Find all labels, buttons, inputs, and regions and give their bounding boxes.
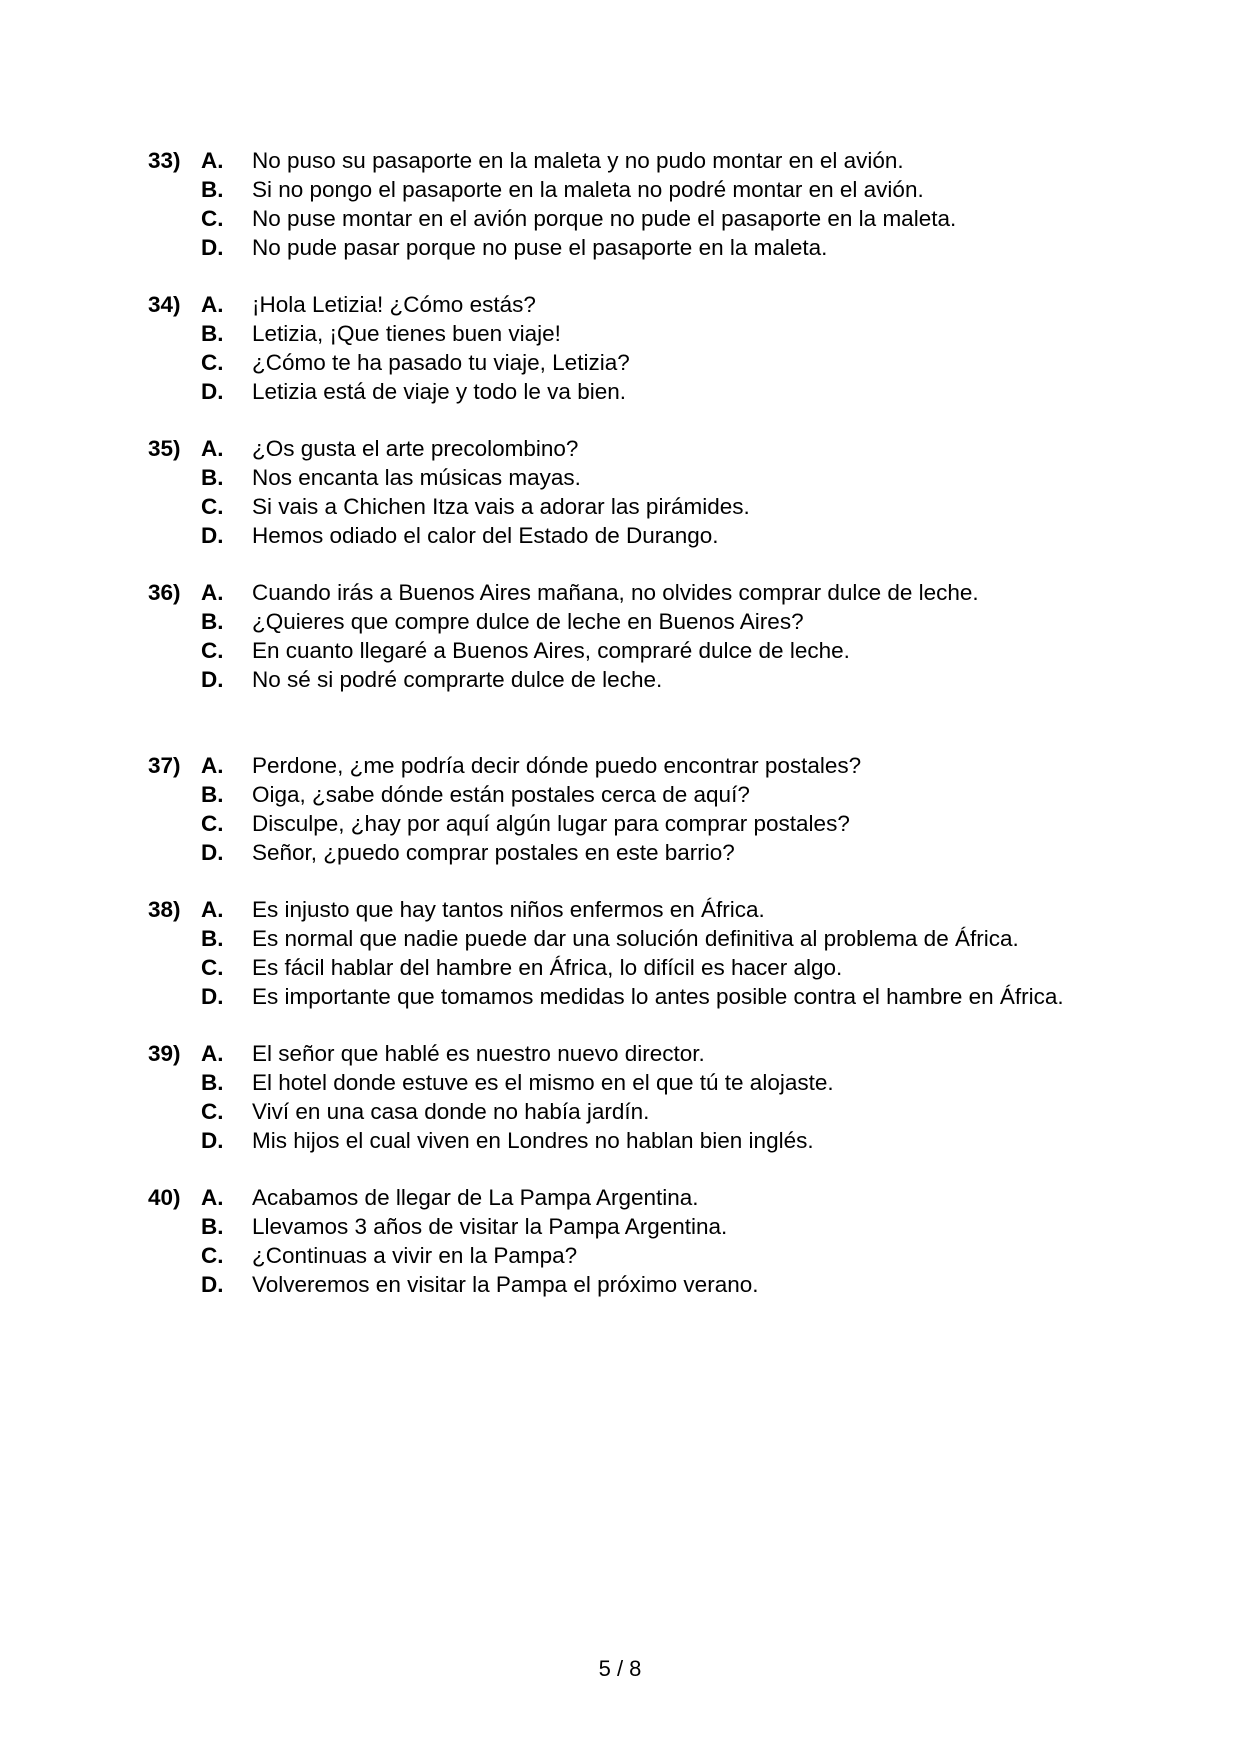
- option-text: Perdone, ¿me podría decir dónde puedo encontrar postales?: [252, 753, 862, 778]
- option-text: Es normal que nadie puede dar una solución definitiva al problema de África.: [252, 926, 1019, 951]
- option-text: En cuanto llegaré a Buenos Aires, compraré dulce de leche.: [252, 638, 850, 663]
- question-number: 40): [148, 1185, 181, 1210]
- option-text: ¿Cómo te ha pasado tu viaje, Letizia?: [252, 350, 630, 375]
- question-number: 33): [148, 148, 181, 173]
- question-39: [148, 1039, 1048, 1155]
- option-text: Acabamos de llegar de La Pampa Argentina.: [252, 1185, 699, 1210]
- option-text: ¿Os gusta el arte precolombino?: [252, 436, 579, 461]
- option-text: Mis hijos el cual viven en Londres no hablan bien inglés.: [252, 1128, 814, 1153]
- option-letter: A.: [201, 436, 224, 461]
- option-letter: D.: [201, 1128, 224, 1153]
- option-38-a: [148, 895, 1048, 924]
- option-letter: A.: [201, 148, 224, 173]
- option-text: No puso su pasaporte en la maleta y no pudo montar en el avión.: [252, 148, 904, 173]
- option-text: El señor que hablé es nuestro nuevo director.: [252, 1041, 705, 1066]
- option-text: Letizia está de viaje y todo le va bien.: [252, 379, 626, 404]
- option-34-b: [148, 319, 1048, 348]
- option-33-d: [148, 233, 1048, 262]
- question-38: [148, 895, 1064, 1011]
- option-letter: D.: [201, 984, 224, 1009]
- option-text: Si vais a Chichen Itza vais a adorar las pirámides.: [252, 494, 750, 519]
- option-letter: C.: [201, 206, 224, 231]
- option-letter: B.: [201, 1214, 224, 1239]
- question-number: 38): [148, 897, 181, 922]
- option-text: No pude pasar porque no puse el pasaporte en la maleta.: [252, 235, 828, 260]
- option-33-a: [148, 146, 1048, 175]
- option-37-b: [148, 780, 1048, 809]
- question-36: [148, 578, 1048, 694]
- option-letter: B.: [201, 1070, 224, 1095]
- option-40-d: [148, 1270, 1048, 1299]
- option-39-a: [148, 1039, 1048, 1068]
- option-38-d: [148, 982, 1064, 1011]
- option-33-c: [148, 204, 1048, 233]
- option-letter: A.: [201, 292, 224, 317]
- option-letter: A.: [201, 580, 224, 605]
- option-39-c: [148, 1097, 1048, 1126]
- option-text: Nos encanta las músicas mayas.: [252, 465, 581, 490]
- option-text: Letizia, ¡Que tienes buen viaje!: [252, 321, 561, 346]
- option-letter: B.: [201, 321, 224, 346]
- option-letter: B.: [201, 782, 224, 807]
- option-39-b: [148, 1068, 1048, 1097]
- option-letter: C.: [201, 350, 224, 375]
- option-37-d: [148, 838, 1048, 867]
- option-38-b: [148, 924, 1048, 953]
- option-35-d: [148, 521, 1048, 550]
- option-text: Cuando irás a Buenos Aires mañana, no olvides comprar dulce de leche.: [252, 580, 979, 605]
- option-text: El hotel donde estuve es el mismo en el que tú te alojaste.: [252, 1070, 834, 1095]
- option-35-a: [148, 434, 1048, 463]
- option-34-c: [148, 348, 1048, 377]
- option-40-a: [148, 1183, 1048, 1212]
- option-letter: A.: [201, 1041, 224, 1066]
- question-40: [148, 1183, 1048, 1299]
- page-number: 5 / 8: [598, 1656, 642, 1681]
- option-letter: D.: [201, 840, 224, 865]
- option-letter: B.: [201, 465, 224, 490]
- option-37-c: [148, 809, 1048, 838]
- option-text: Disculpe, ¿hay por aquí algún lugar para comprar postales?: [252, 811, 850, 836]
- option-36-a: [148, 578, 1048, 607]
- option-text: Llevamos 3 años de visitar la Pampa Argentina.: [252, 1214, 728, 1239]
- option-text: ¿Continuas a vivir en la Pampa?: [252, 1243, 578, 1268]
- question-33: [148, 146, 1048, 262]
- option-text: Hemos odiado el calor del Estado de Durango.: [252, 523, 719, 548]
- option-letter: D.: [201, 379, 224, 404]
- option-letter: D.: [201, 1272, 224, 1297]
- question-34: [148, 290, 1048, 406]
- option-text: Si no pongo el pasaporte en la maleta no podré montar en el avión.: [252, 177, 924, 202]
- option-letter: D.: [201, 667, 224, 692]
- question-number: 36): [148, 580, 181, 605]
- option-39-d: [148, 1126, 1048, 1155]
- option-text: Es injusto que hay tantos niños enfermos en África.: [252, 897, 765, 922]
- option-letter: C.: [201, 955, 224, 980]
- option-letter: C.: [201, 1243, 224, 1268]
- option-37-a: [148, 751, 1048, 780]
- option-letter: D.: [201, 235, 224, 260]
- option-35-b: [148, 463, 1048, 492]
- option-text: No sé si podré comprarte dulce de leche.: [252, 667, 663, 692]
- question-number: 37): [148, 753, 181, 778]
- option-35-c: [148, 492, 1048, 521]
- option-letter: B.: [201, 609, 224, 634]
- option-40-c: [148, 1241, 1048, 1270]
- option-33-b: [148, 175, 1048, 204]
- question-number: 39): [148, 1041, 181, 1066]
- option-34-d: [148, 377, 1048, 406]
- option-text: Es importante que tomamos medidas lo antes posible contra el hambre en África.: [252, 984, 1064, 1009]
- option-letter: B.: [201, 177, 224, 202]
- question-number: 35): [148, 436, 181, 461]
- option-letter: B.: [201, 926, 224, 951]
- option-letter: C.: [201, 811, 224, 836]
- option-text: Viví en una casa donde no había jardín.: [252, 1099, 650, 1124]
- question-35: [148, 434, 1048, 550]
- option-text: Volveremos en visitar la Pampa el próximo verano.: [252, 1272, 759, 1297]
- option-40-b: [148, 1212, 1048, 1241]
- option-text: No puse montar en el avión porque no pude el pasaporte en la maleta.: [252, 206, 957, 231]
- option-letter: C.: [201, 494, 224, 519]
- option-letter: A.: [201, 1185, 224, 1210]
- option-text: Señor, ¿puedo comprar postales en este barrio?: [252, 840, 735, 865]
- option-text: ¿Quieres que compre dulce de leche en Buenos Aires?: [252, 609, 804, 634]
- question-37: [148, 751, 1048, 867]
- option-letter: D.: [201, 523, 224, 548]
- option-38-c: [148, 953, 1048, 982]
- option-36-b: [148, 607, 1048, 636]
- option-36-c: [148, 636, 1048, 665]
- option-text: Oiga, ¿sabe dónde están postales cerca de aquí?: [252, 782, 750, 807]
- option-letter: A.: [201, 897, 224, 922]
- option-34-a: [148, 290, 1048, 319]
- question-number: 34): [148, 292, 181, 317]
- option-text: ¡Hola Letizia! ¿Cómo estás?: [252, 292, 536, 317]
- option-letter: C.: [201, 1099, 224, 1124]
- option-36-d: [148, 665, 1048, 694]
- option-letter: C.: [201, 638, 224, 663]
- option-letter: A.: [201, 753, 224, 778]
- option-text: Es fácil hablar del hambre en África, lo difícil es hacer algo.: [252, 955, 843, 980]
